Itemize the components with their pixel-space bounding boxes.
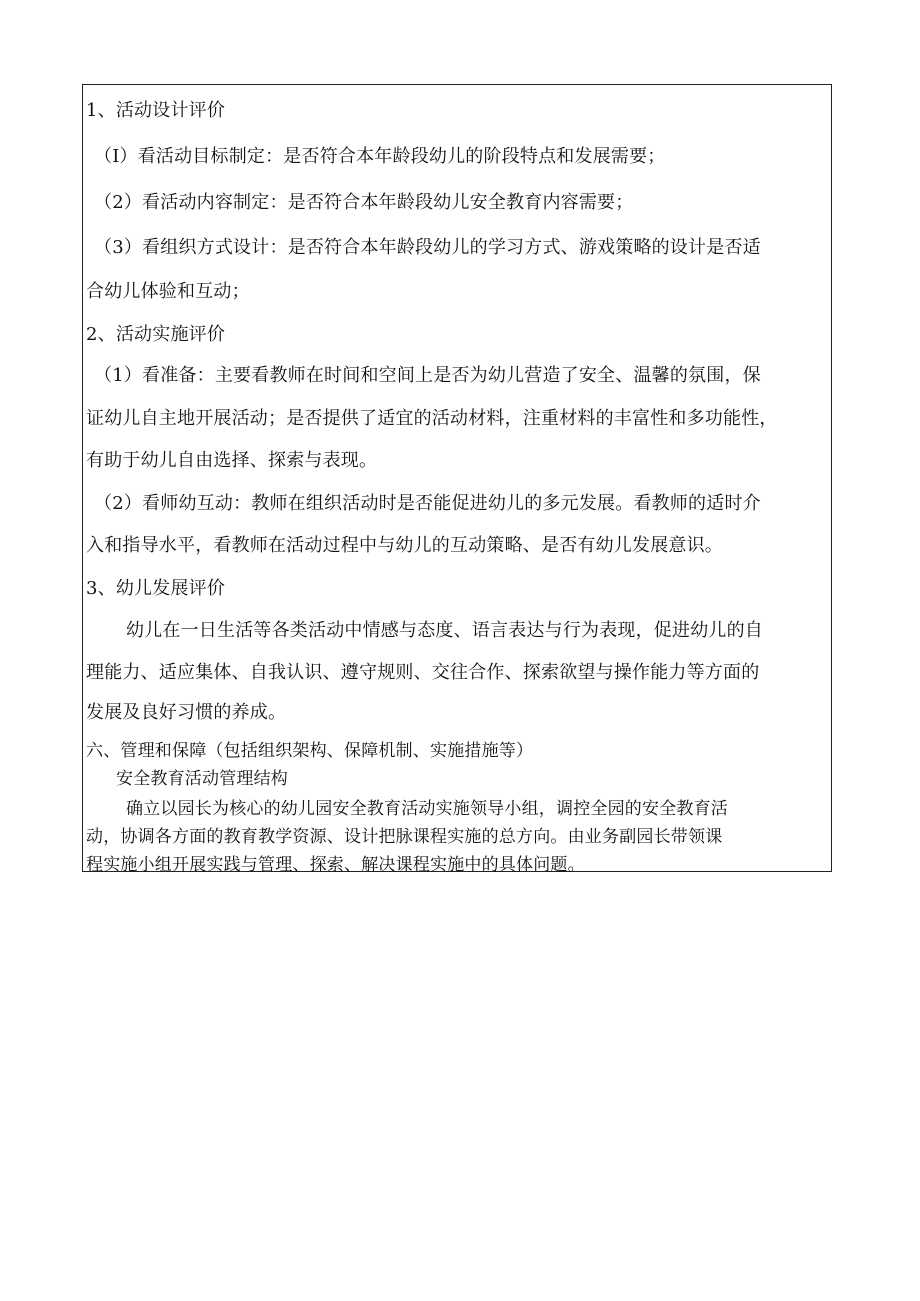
section2-item2-line2: 入和指导水平，看教师在活动过程中与幼儿的互动策略、是否有幼儿发展意识。 [86, 535, 723, 556]
section2-item1-line1: （1）看准备：主要看教师在时间和空间上是否为幼儿营造了安全、温馨的氛围，保 [94, 365, 761, 386]
section1-item1: （I）看活动目标制定：是否符合本年龄段幼儿的阶段特点和发展需要； [94, 146, 666, 167]
section6-para-line1: 确立以园长为核心的幼儿园安全教育活动实施领导小组，调控全园的安全教育活 [126, 799, 728, 819]
section2-item2-line1: （2）看师幼互动：教师在组织活动时是否能促进幼儿的多元发展。看教师的适时介 [94, 493, 761, 514]
section3-para-line2: 理能力、适应集体、自我认识、遵守规则、交往合作、探索欲望与操作能力等方面的 [86, 662, 760, 683]
section1-item3-line2: 合幼儿体验和互动； [86, 281, 250, 302]
section6-para-line3: 程实施小组开展实践与管理、探索、解决课程实施中的具体问题。 [86, 855, 585, 875]
section6-subheading: 安全教育活动管理结构 [116, 769, 288, 789]
section3-para-line1: 幼儿在一日生活等各类活动中情感与态度、语言表达与行为表现，促进幼儿的自 [126, 620, 763, 641]
section6-heading: 六、管理和保障（包括组织架构、保障机制、实施措施等） [86, 741, 534, 761]
section3-para-line3: 发展及良好习惯的养成。 [86, 702, 287, 723]
section6-para-line2: 动，协调各方面的教育教学资源、设计把脉课程实施的总方向。由业务副园长带领课 [86, 827, 723, 847]
section3-heading: 3、幼儿发展评价 [86, 578, 226, 599]
section2-item1-line2: 证幼儿自主地开展活动；是否提供了适宜的活动材料，注重材料的丰富性和多功能性， [86, 408, 778, 429]
section2-heading: 2、活动实施评价 [86, 324, 226, 345]
section1-heading: 1、活动设计评价 [86, 100, 226, 121]
section1-item2: （2）看活动内容制定：是否符合本年龄段幼儿安全教育内容需要； [94, 192, 634, 213]
section2-item1-line3: 有助于幼儿自由选择、探索与表现。 [86, 450, 378, 471]
section1-item3-line1: （3）看组织方式设计：是否符合本年龄段幼儿的学习方式、游戏策略的设计是否适 [94, 237, 761, 258]
